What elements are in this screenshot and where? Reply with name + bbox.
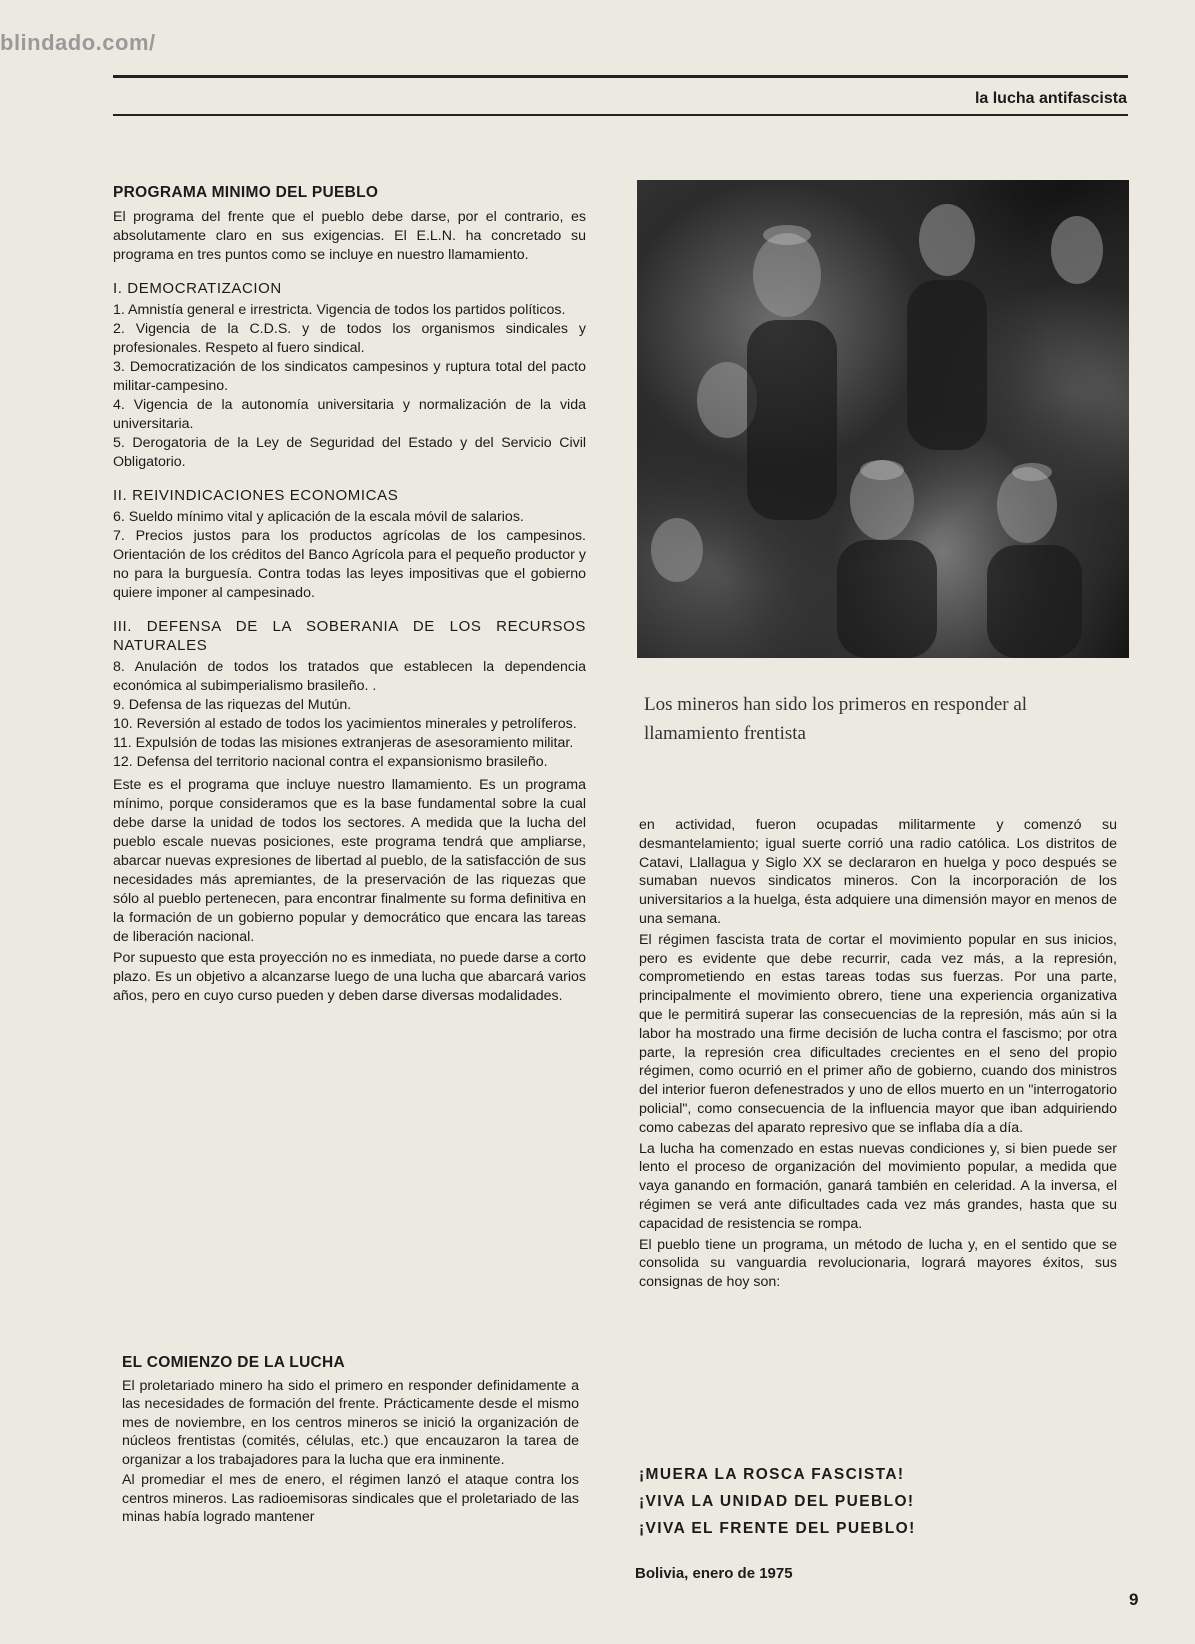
left-column-comienzo (122, 1354, 579, 1529)
section-3-title: III. DEFENSA DE LA SOBERANIA DE LOS RECURSOS NATURALES (113, 618, 586, 654)
slogan: ¡VIVA EL FRENTE DEL PUEBLO! (639, 1520, 916, 1537)
programa-paragraph: Por supuesto que esta proyección no es inmediata, no puede darse a corto plazo. Es un objetivo a alcanzarse luego de una lucha que abarcará varios años, pero en cuyo curso pueden y deben darse diversas modalidades. (113, 950, 586, 1004)
section-label: la lucha antifascista (974, 90, 1127, 107)
signoff: Bolivia, enero de 1975 (635, 1565, 793, 1582)
header-rule-bottom (113, 114, 1128, 116)
comienzo-title: EL COMIENZO DE LA LUCHA (122, 1354, 346, 1371)
program-item: 3. Democratización de los sindicatos campesinos y ruptura total del pacto militar-campesino. (113, 359, 586, 394)
section-2-title: II. REIVINDICACIONES ECONOMICAS (113, 487, 399, 504)
header-rule-top (113, 75, 1128, 78)
program-item: 5. Derogatoria de la Ley de Seguridad del Estado y del Servicio Civil Obligatorio. (113, 435, 586, 470)
slogan: ¡MUERA LA ROSCA FASCISTA! (639, 1466, 905, 1483)
left-column-program (113, 183, 586, 1008)
right-paragraph: en actividad, fueron ocupadas militarmente y comenzó su desmantelamiento; igual suerte corrió una radio católica. Los distritos de Catavi, Llallagua y Siglo XX se declararon en huelga y poco después se sumaban nuevos sindicatos mineros. Con la incorporación de los universitarios a la huelga, ésta adquiere una dimensión mayor en menos de una semana. (639, 817, 1117, 927)
program-item: 2. Vigencia de la C.D.S. y de todos los organismos sindicales y profesionales. Respeto al fuero sindical. (113, 321, 586, 356)
program-item: 8. Anulación de todos los tratados que establecen la dependencia económica al subimperialismo brasileño. . (113, 659, 586, 694)
programa-paragraph: Este es el programa que incluye nuestro llamamiento. Es un programa mínimo, porque consideramos que es la base fundamental sobre la cual debe darse la unidad de todos los sectores. A medida que la lucha del pueblo escale nuevas posiciones, este programa tendrá que ampliarse, abarcar nuevas expresiones de libertad al pueblo, de la satisfacción de sus necesidades más apremiantes, de la preservación de las riquezas que sólo al pueblo pertenecen, para encontrar finalmente su forma definitiva en la formación de un gobierno popular y democrático que encara las tareas de liberación nacional. (113, 777, 586, 945)
page-number: 9 (1129, 1590, 1139, 1609)
program-item: 4. Vigencia de la autonomía universitaria y normalización de la vida universitaria. (113, 397, 586, 432)
program-item: 7. Precios justos para los productos agrícolas de los campesinos. Orientación de los créditos del Banco Agrícola para el pequeño productor y no para la burguesía. Contra todas las leyes impositivas que el gobierno quiere imponer al campesinado. (113, 528, 586, 601)
program-item: 1. Amnistía general e irrestricta. Vigencia de todos los partidos políticos. (113, 302, 566, 318)
right-column-text (639, 816, 1117, 1294)
photo-caption: Los mineros han sido los primeros en responder al llamamiento frentista (644, 694, 1028, 744)
programa-title: PROGRAMA MINIMO DEL PUEBLO (113, 184, 379, 201)
slogans (639, 1461, 916, 1542)
right-paragraph: El pueblo tiene un programa, un método de lucha y, en el sentido que se consolida su vanguardia revolucionaria, logrará mayores éxitos, sus consignas de hoy son: (639, 1236, 1117, 1291)
comienzo-paragraph: El proletariado minero ha sido el primero en responder definidamente a las necesidades de formación del frente. Prácticamente desde el mismo mes de noviembre, en los centros mineros se inició la organización de núcleos frentistas (comités, células, etc.) que encauzaron la tarea de organizar a los trabajadores para la lucha que era inminente. (122, 1377, 579, 1468)
miners-photo-art (637, 180, 1129, 658)
program-item: 11. Expulsión de todas las misiones extranjeras de asesoramiento militar. (113, 735, 574, 751)
program-item: 12. Defensa del territorio nacional contra el expansionismo brasileño. (113, 754, 548, 770)
slogan: ¡VIVA LA UNIDAD DEL PUEBLO! (639, 1493, 915, 1510)
program-item: 6. Sueldo mínimo vital y aplicación de la escala móvil de salarios. (113, 509, 524, 525)
miners-photo (637, 180, 1129, 658)
programa-intro: El programa del frente que el pueblo debe darse, por el contrario, es absolutamente claro en sus exigencias. El E.L.N. ha concretado su programa en tres puntos como se incluye en nuestro llamamiento. (113, 209, 586, 263)
comienzo-paragraph: Al promediar el mes de enero, el régimen lanzó el ataque contra los centros mineros. Las radioemisoras sindicales que el proletariado de las minas había logrado mantener (122, 1472, 579, 1525)
program-item: 9. Defensa de las riquezas del Mutún. (113, 697, 352, 713)
section-1-title: I. DEMOCRATIZACION (113, 280, 282, 297)
right-paragraph: La lucha ha comenzado en estas nuevas condiciones y, si bien puede ser lento el proceso de organización del movimiento popular, a medida que vaya ganando en formación, ganará también en celeridad. A la inversa, el régimen se verá ante dificultades cada vez más grandes, hasta que su capacidad de resistencia se rompa. (639, 1140, 1117, 1232)
program-item: 10. Reversión al estado de todos los yacimientos minerales y petrolíferos. (113, 716, 577, 732)
right-paragraph: El régimen fascista trata de cortar el movimiento popular en sus inicios, pero es evidente que debe recurrir, cada vez más, a la represión, comprometiendo en estas tareas todas sus fuerzas. Por una parte, principalmente el movimiento obrero, tiene una experiencia organizativa que le permitirá superar las consecuencias de la represión, más aún si la labor ha mostrado una firme decisión de lucha contra el fascismo; por otra parte, la represión crea dificultades crecientes en el seno del propio régimen, como ocurrió en el primer año de gobierno, cuando dos ministros del interior fueron defenestrados y uno de ellos muerto en un "interrogatorio policial", como consecuencia de la influencia mayor que iban adquiriendo como cabezas del aparato represivo que se inflaba día a día. (639, 931, 1117, 1136)
watermark-text: blindado.com/ (0, 30, 156, 55)
